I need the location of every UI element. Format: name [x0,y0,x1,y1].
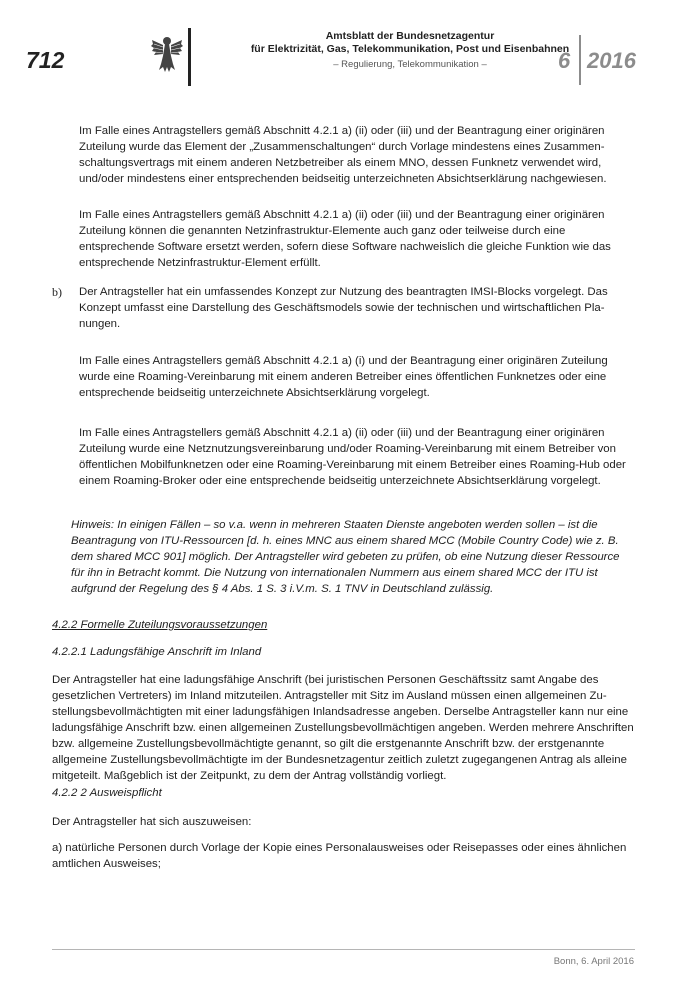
paragraph-natural-persons: a) natürliche Personen durch Vorlage der Kopie eines Personalausweises oder Reisepasses oder eines ähnlichen amtlichen Ausweises; [52,842,627,870]
page-number: 712 [26,47,65,73]
header-divider [188,28,191,86]
paragraph-address: Der Antragsteller hat eine ladungsfähige Anschrift (bei juristischen Personen Geschäftssitz samt Angabe des gesetzlichen Vertreters) im Inland mitzuteilen. Antragsteller mit Sitz im Ausland müssen einen allgemeinen Zustellungsbevollmächtigten mit einer ladungsfähigen Inlandsadresse angeben. Derselbe Antragsteller kann nur eine ladungsfähige Anschrift bzw. einen allgemeinen Zustellungsbevollmächtigen angeben. Werden mehrere Anschriften bzw. allgemeine Zustellungsbevollmächtigte genannt, so gilt die erstgenannte Anschrift bzw. der erstgenannte allgemeine Zustellungsbevollmächtigte im der Bundesnetzagentur zeitlich zuletzt zugegangenen Antrag als alleine mitgeteilt. Maßgeblich ist der Zeitpunkt, zu dem der Antrag vollständig vorliegt. [52,674,634,782]
paragraph-network-usage-agreement: Im Falle eines Antragstellers gemäß Abschnitt 4.2.1 a) (ii) oder (iii) und der Beantragung einer originären Zuteilung wurde eine Netznutzungsvereinbarung und/oder Roaming-Vereinbarung mit einem Betreiber von öffentlichen Mobilfunknetzen oder eine Roaming-Vereinbarung mit einem Betreiber eines Roaming-Hub oder einem Roaming-Broker oder eine entsprechende beidseitig unterzeichnete Absichtserklärung vorgelegt. [79,427,626,487]
note-itu-resources: Hinweis: In einigen Fällen – so v.a. wenn in mehreren Staaten Dienste angeboten werden sollen – ist die Beantragung von ITU-Ressourcen [d. h. eines MNC aus einem shared MCC (Mobile Country Code) wie z. B. dem shared MCC 901] möglich. Der Antragsteller wird gebeten zu prüfen, ob eine Nutzung dieser Ressource für ihn in Betracht kommt. Die Nutzung von internationalen Nummern aus einem shared MCC der ITU ist aufgrund der Regelung des § 4 Abs. 1 S. 3 i.V.m. S. 1 TNV in Deutschland zulässig. [71,519,620,595]
publication-title-line1: Amtsblatt der Bundesnetzagentur [325,30,495,42]
publication-title [200,30,620,56]
issue-divider [579,35,581,85]
issue-number: 6 [558,48,571,73]
paragraph-interconnection: Im Falle eines Antragstellers gemäß Abschnitt 4.2.1 a) (ii) oder (iii) und der Beantragung einer originären Zuteilung wurde das Element der „Zusammenschaltungen“ durch Vorlage mindestens eines Zusammenschaltungsvertrags mit einem anderen Netzbetreiber als einem MNO, dessen Funknetz verwendet wird, und/oder mindestens einer entsprechenden beidseitig unterzeichneten Absichtserklärung nachgewiesen. [79,125,607,185]
heading-4-2-2: 4.2.2 Formelle Zuteilungsvoraussetzungen [52,619,268,631]
list-marker-b: b) [52,285,62,299]
issue-year: 2016 [587,48,636,73]
heading-4-2-2-2: 4.2.2 2 Ausweispflicht [52,787,162,799]
footer-date: Bonn, 6. April 2016 [553,956,634,967]
section-subtitle: – Regulierung, Telekommunikation – [333,59,487,70]
paragraph-software-replacement: Im Falle eines Antragstellers gemäß Abschnitt 4.2.1 a) (ii) oder (iii) und der Beantragung einer originären Zuteilung können die genannten Netzinfrastruktur-Elemente auch ganz oder teilweise durch eine entsprechende Software ersetzt werden, sofern diese Software nachweislich die gleiche Funktion wie das entsprechende Netzinfrastruktur-Element erfüllt. [79,209,611,269]
federal-eagle-icon [150,34,184,74]
heading-4-2-2-1: 4.2.2.1 Ladungsfähige Anschrift im Inland [52,646,262,658]
footer-divider [52,949,635,950]
paragraph-imsi-concept: Der Antragsteller hat ein umfassendes Konzept zur Nutzung des beantragten IMSI-Blocks vorgelegt. Das Konzept umfasst eine Darstellung des Geschäftsmodels sowie der technischen und wirtschaftlichen Planungen. [79,286,608,330]
paragraph-roaming-agreement: Im Falle eines Antragstellers gemäß Abschnitt 4.2.1 a) (i) und der Beantragung einer originären Zuteilung wurde eine Roaming-Vereinbarung mit einem anderen Betreiber eines öffentlichen Funknetzes oder eine entsprechende beidseitig unterzeichnete Absichtserklärung vorgelegt. [79,355,608,399]
publication-title-line2: für Elektrizität, Gas, Telekommunikation, Post und Eisenbahnen [250,43,570,55]
paragraph-identification: Der Antragsteller hat sich auszuweisen: [52,816,252,828]
